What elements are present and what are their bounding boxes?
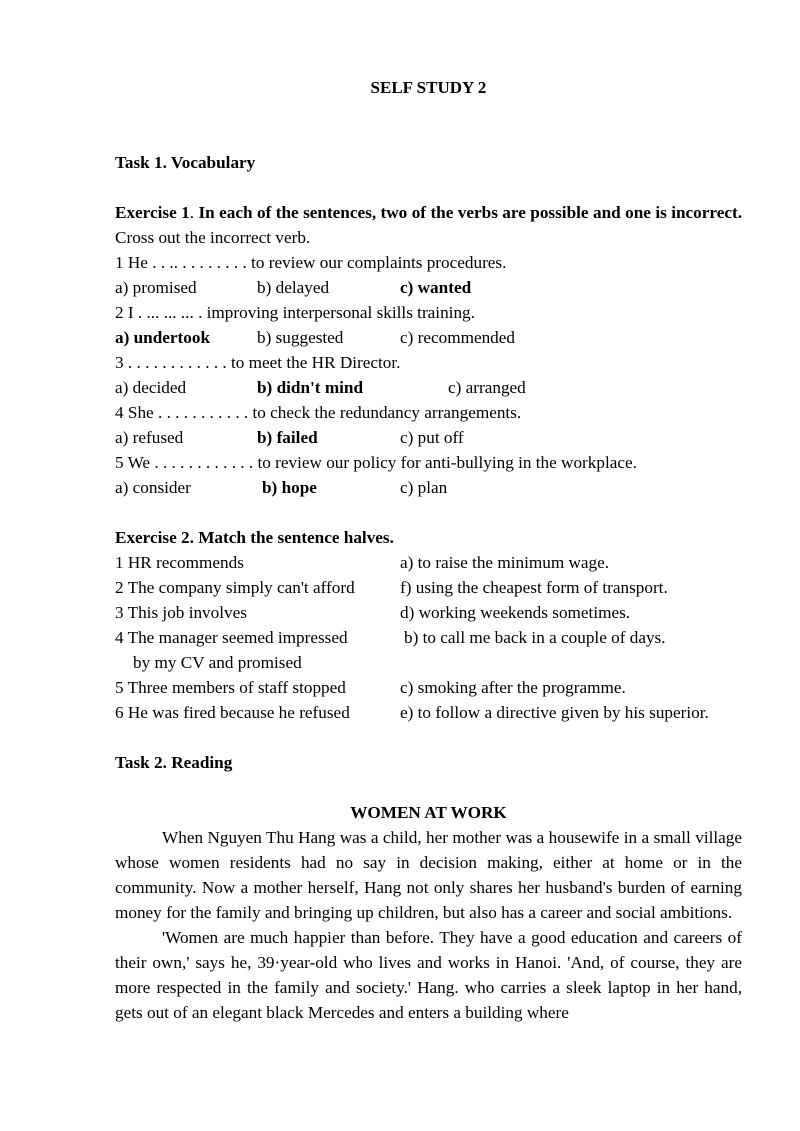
match-row-continuation	[115, 650, 742, 675]
match-right: b) to call me back in a couple of days.	[404, 628, 666, 647]
ex1-item-2-options	[115, 325, 742, 350]
ex1-item-3-options	[115, 375, 742, 400]
ex1-item-1-options	[115, 275, 742, 300]
option-a: a) decided	[115, 378, 187, 397]
match-left: 3 This job involves	[115, 603, 247, 622]
ex1-item-4-options	[115, 425, 742, 450]
match-row	[115, 550, 742, 575]
option-a: a) refused	[115, 428, 184, 447]
match-left: 5 Three members of staff stopped	[115, 678, 346, 697]
ex1-item-3-stem: 3 . . . . . . . . . . . . to meet the HR Director.	[115, 353, 401, 372]
document-title: SELF STUDY 2	[370, 78, 487, 97]
option-c: c) recommended	[400, 328, 516, 347]
reading-title: WOMEN AT WORK	[350, 803, 507, 822]
exercise2-heading: Exercise 2. Match the sentence halves.	[115, 528, 394, 547]
exercise1-instruction: Exercise 1. In each of the sentences, two of the verbs are possible and one is incorrect. Cross out the incorrect verb.	[115, 203, 742, 247]
match-left: 1 HR recommends	[115, 553, 244, 572]
task1-heading: Task 1. Vocabulary	[115, 153, 256, 172]
match-right: e) to follow a directive given by his superior.	[400, 703, 709, 722]
match-row	[115, 675, 742, 700]
reading-paragraph-1: When Nguyen Thu Hang was a child, her mother was a housewife in a small village whose women residents had no say in decision making, either at home or in the community. Now a mother herself, Hang not only shares her husband's burden of earning money for the family and bringing up children, but also has a career and social ambitions.	[115, 828, 742, 922]
task2-heading: Task 2. Reading	[115, 753, 233, 772]
exercise1-instruction-bold: In each of the sentences, two of the verbs are possible and one is incorrect.	[198, 203, 742, 222]
match-row	[115, 600, 742, 625]
reading-paragraph-2: 'Women are much happier than before. They have a good education and careers of their own,' says he, 39·year-old who lives and works in Hanoi. 'And, of course, they are more respected in the family and society.' Hang. who carries a sleek laptop in her hand, gets out of an elegant black Mercedes and enters a building where	[115, 928, 742, 1022]
ex1-item-5-options	[115, 475, 742, 500]
ex1-item-5-stem: 5 We . . . . . . . . . . . . to review our policy for anti-bullying in the workplace.	[115, 453, 637, 472]
option-c: c) put off	[400, 428, 464, 447]
option-a-answer: a) undertook	[115, 328, 211, 347]
document-page	[115, 75, 742, 1025]
match-left-continuation: by my CV and promised	[133, 653, 302, 672]
option-a: a) promised	[115, 278, 197, 297]
match-right: f) using the cheapest form of transport.	[400, 578, 668, 597]
option-b: b) delayed	[257, 278, 330, 297]
exercise1-label: Exercise 1	[115, 203, 190, 222]
match-right: c) smoking after the programme.	[400, 678, 626, 697]
option-a: a) consider	[115, 478, 191, 497]
option-b-answer: b) hope	[262, 478, 317, 497]
match-row	[115, 700, 742, 725]
match-right: a) to raise the minimum wage.	[400, 553, 610, 572]
option-b-answer: b) didn't mind	[257, 378, 364, 397]
match-row	[115, 575, 742, 600]
ex1-item-2-stem: 2 I . ... ... ... . improving interpersonal skills training.	[115, 303, 475, 322]
match-right: d) working weekends sometimes.	[400, 603, 631, 622]
option-b-answer: b) failed	[257, 428, 318, 447]
exercise1-instruction-plain: Cross out the incorrect verb.	[115, 228, 311, 247]
option-b: b) suggested	[257, 328, 344, 347]
match-row	[115, 625, 742, 650]
ex1-item-4-stem: 4 She . . . . . . . . . . . to check the redundancy arrangements.	[115, 403, 522, 422]
match-left: 2 The company simply can't afford	[115, 578, 355, 597]
ex1-item-1-stem: 1 He . . .. . . . . . . . . to review our complaints procedures.	[115, 253, 507, 272]
option-c-answer: c) wanted	[400, 278, 472, 297]
option-c: c) plan	[400, 478, 448, 497]
option-c: c) arranged	[448, 378, 526, 397]
match-left: 4 The manager seemed impressed	[115, 628, 348, 647]
match-left: 6 He was fired because he refused	[115, 703, 350, 722]
